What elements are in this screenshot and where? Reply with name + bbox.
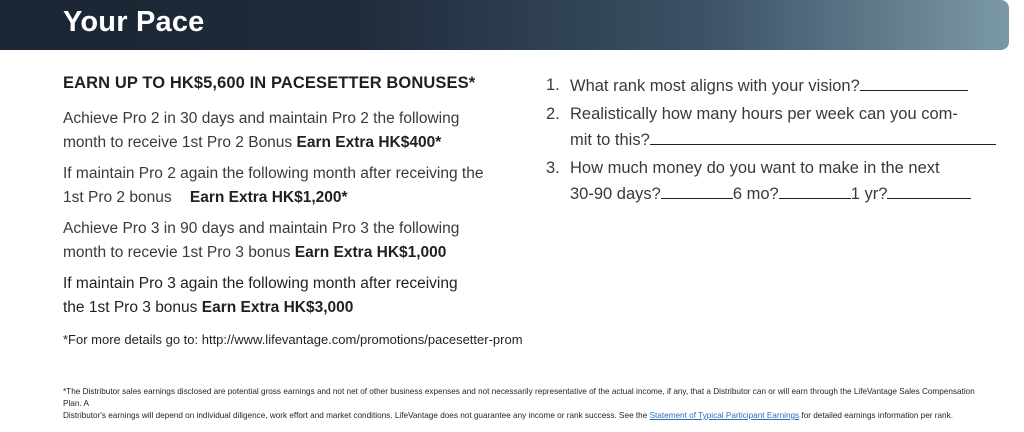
question-text: 6 mo? [732,185,779,203]
bonus-earn-amount: Earn Extra HK$1,200* [189,189,348,206]
bonus-earn-amount: Earn Extra HK$400* [296,134,442,151]
disclaimer [63,386,993,422]
questions-section [546,73,1011,210]
answer-blank[interactable] [887,181,971,199]
question-item [546,102,1011,153]
answer-blank[interactable] [661,181,733,199]
bonus-earn-amount: Earn Extra HK$3,000 [201,299,354,316]
question-number: 1. [546,76,560,94]
answer-blank[interactable] [650,127,996,145]
bonus-text-line2: month to receive 1st Pro 2 Bonus [63,134,293,151]
question-text: Realistically how many hours per week can you com- [570,105,958,123]
disclaimer-text: for detailed earnings information per rank. [801,411,953,420]
question-number: 3. [546,159,560,177]
details-note: *For more details go to: http://www.lifevantage.com/promotions/pacesetter-prom [63,332,523,347]
answer-blank[interactable] [860,73,968,91]
question-item [546,73,1011,99]
disclaimer-text: Distributor's earnings will depend on individual diligence, work effort and market conditions. LifeVantage does not guarantee any income or rank success. See the [63,411,648,420]
bonus-text-line1: If maintain Pro 2 again the following month after receiving the [63,165,484,182]
bonus-text-line1: Achieve Pro 2 in 30 days and maintain Pro 2 the following [63,110,460,127]
bonus-text-line2: 1st Pro 2 bonus [63,189,172,206]
page-title: Your Pace [63,6,205,38]
question-text: What rank most aligns with your vision? [570,77,860,95]
bonus-text-line2: month to recevie 1st Pro 3 bonus [63,244,291,261]
question-text: 1 yr? [850,185,888,203]
typical-earnings-link[interactable]: Statement of Typical Participant Earnings [649,411,800,420]
disclaimer-text: *The Distributor sales earnings disclosed are potential gross earnings and not net of other business expenses and not necessarily representative of the actual income, if any, that a Distributor can or will earn through the LifeVantage Sales Compensation Plan. A [63,387,975,408]
header-bar [0,0,1009,50]
bonus-text-line1: If maintain Pro 3 again the following month after receiving [63,275,458,292]
bonus-item-pro2-second [63,162,533,210]
answer-blank[interactable] [779,181,851,199]
bonus-heading: EARN UP TO HK$5,600 IN PACESETTER BONUSES* [63,74,476,92]
bonus-item-pro3-first [63,217,533,265]
question-text: mit to this? [570,131,650,149]
question-item [546,156,1011,207]
bonus-earn-amount: Earn Extra HK$1,000 [294,244,447,261]
pacesetter-bonuses-section [63,74,533,347]
question-text: 30-90 days? [570,185,661,203]
bonus-text-line2: the 1st Pro 3 bonus [63,299,198,316]
bonus-text-line1: Achieve Pro 3 in 90 days and maintain Pro 3 the following [63,220,460,237]
bonus-item-pro3-second [63,272,533,320]
question-text: How much money do you want to make in the next [570,159,940,177]
question-number: 2. [546,105,560,123]
bonus-item-pro2-first [63,107,533,155]
